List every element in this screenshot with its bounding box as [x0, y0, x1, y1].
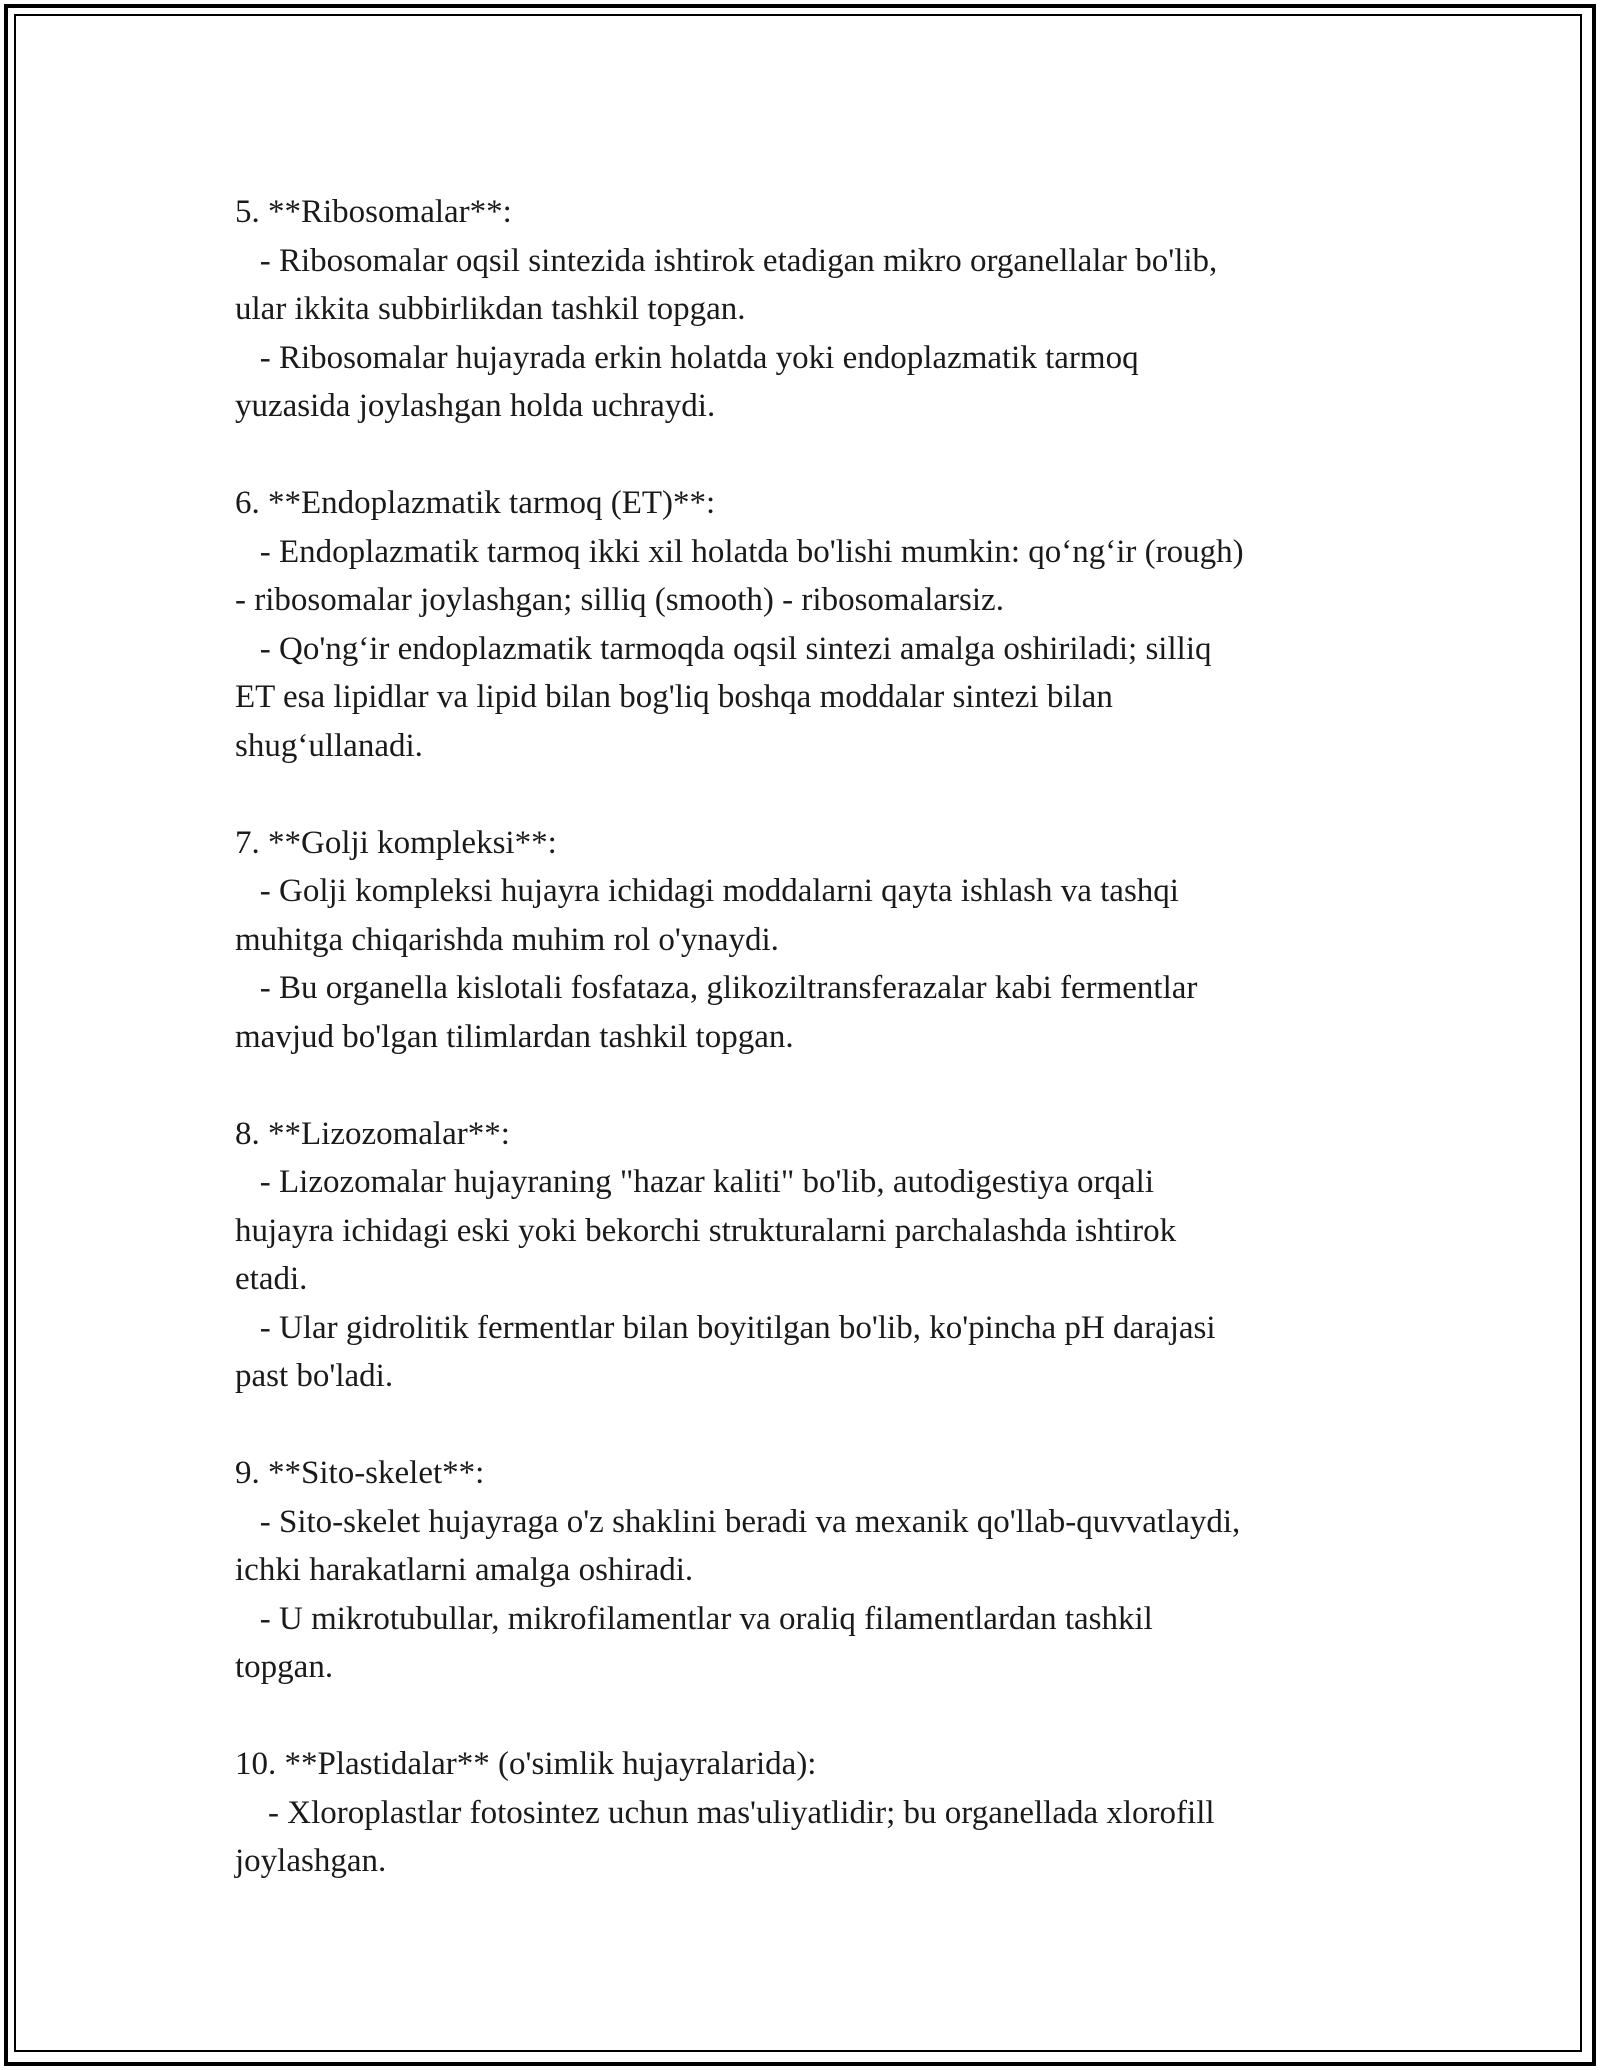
- text-line: topgan.: [235, 1649, 334, 1685]
- text-line: joylashgan.: [235, 1843, 387, 1879]
- text-line: - Xloroplastlar fotosintez uchun mas'uliyatlidir; bu organellada xlorofill: [235, 1794, 1215, 1831]
- text-line: muhitga chiqarishda muhim rol o'ynaydi.: [235, 921, 779, 958]
- document-section: [235, 479, 1405, 770]
- section-heading: 9. **Sito-skelet**:: [235, 1455, 485, 1491]
- section-heading: 10. **Plastidalar** (o'simlik hujayralarida):: [235, 1746, 817, 1782]
- text-line: shug‘ullanadi.: [235, 727, 423, 764]
- section-spacer: [235, 431, 1405, 480]
- text-line: - ribosomalar joylashgan; silliq (smooth) - ribosomalarsiz.: [235, 582, 1004, 618]
- document-section: [235, 1449, 1405, 1692]
- section-heading: 5. **Ribosomalar**:: [235, 194, 512, 230]
- text-line: - Lizozomalar hujayraning "hazar kaliti" bo'lib, autodigestiya orqali: [235, 1164, 1155, 1200]
- section-spacer: [235, 1061, 1405, 1110]
- text-line: - Bu organella kislotali fosfataza, glikoziltransferazalar kabi fermentlar: [235, 970, 1198, 1006]
- text-line: - Ular gidrolitik fermentlar bilan boyitilgan bo'lib, ko'pincha pH darajasi: [235, 1309, 1216, 1346]
- text-line: yuzasida joylashgan holda uchraydi.: [235, 388, 716, 424]
- document-section: [235, 1740, 1405, 1886]
- text-line: - Ribosomalar oqsil sintezida ishtirok etadigan mikro organellalar bo'lib,: [235, 242, 1218, 279]
- text-line: - Ribosomalar hujayrada erkin holatda yoki endoplazmatik tarmoq: [235, 339, 1139, 376]
- document-section: [235, 188, 1405, 431]
- text-line: - Golji kompleksi hujayra ichidagi moddalarni qayta ishlash va tashqi: [235, 873, 1179, 909]
- section-spacer: [235, 770, 1405, 819]
- document-section: [235, 1110, 1405, 1401]
- text-line: ET esa lipidlar va lipid bilan bog'liq boshqa moddalar sintezi bilan: [235, 679, 1113, 715]
- text-line: - Sito-skelet hujayraga o'z shaklini beradi va mexanik qo'llab-quvvatlaydi,: [235, 1503, 1241, 1540]
- text-line: ichki harakatlarni amalga oshiradi.: [235, 1552, 694, 1588]
- text-line: - Qo'ng‘ir endoplazmatik tarmoqda oqsil sintezi amalga oshiriladi; silliq: [235, 630, 1212, 667]
- text-line: past bo'ladi.: [235, 1358, 394, 1394]
- text-line: mavjud bo'lgan tilimlardan tashkil topgan.: [235, 1018, 794, 1055]
- text-line: hujayra ichidagi eski yoki bekorchi strukturalarni parchalashda ishtirok: [235, 1212, 1177, 1249]
- text-line: - U mikrotubullar, mikrofilamentlar va oraliq filamentlardan tashkil: [235, 1600, 1153, 1637]
- text-line: - Endoplazmatik tarmoq ikki xil holatda bo'lishi mumkin: qo‘ng‘ir (rough): [235, 533, 1244, 570]
- document-body: [235, 188, 1405, 1886]
- text-line: ular ikkita subbirlikdan tashkil topgan.: [235, 291, 746, 327]
- text-line: etadi.: [235, 1261, 308, 1297]
- document-section: [235, 819, 1405, 1062]
- section-heading: 8. **Lizozomalar**:: [235, 1115, 510, 1152]
- section-spacer: [235, 1401, 1405, 1450]
- section-heading: 7. **Golji kompleksi**:: [235, 824, 557, 861]
- section-heading: 6. **Endoplazmatik tarmoq (ET)**:: [235, 485, 716, 521]
- section-spacer: [235, 1692, 1405, 1741]
